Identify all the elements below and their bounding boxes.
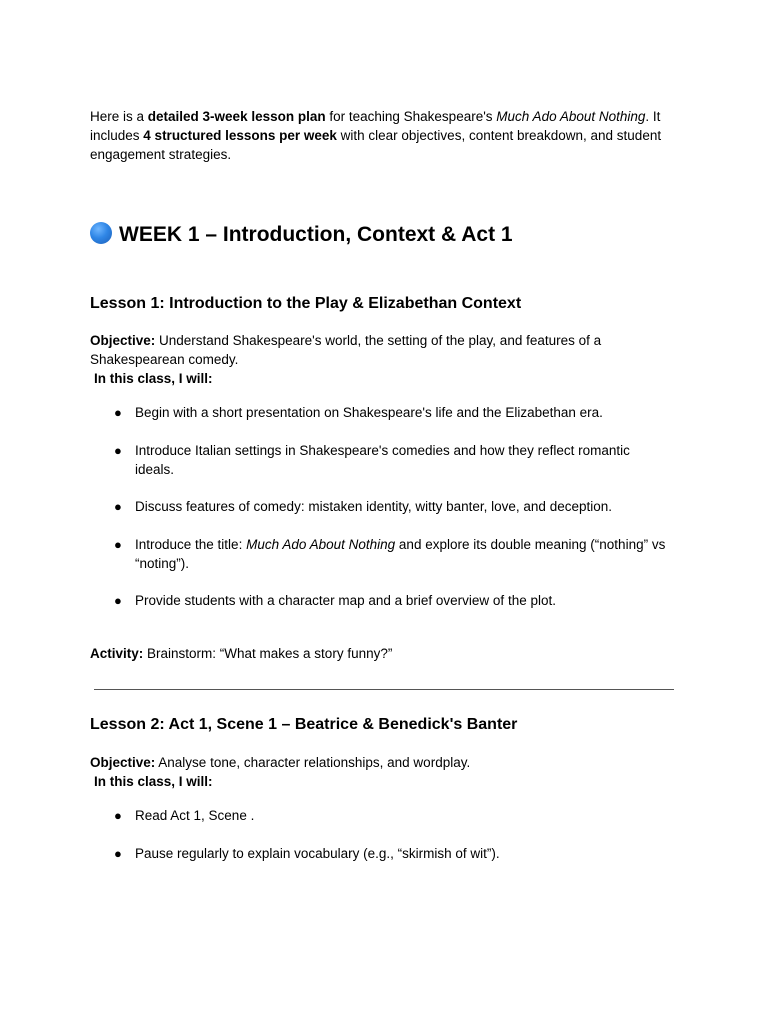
list-item — [90, 497, 680, 516]
lesson-plan-document — [90, 107, 680, 861]
bullet-icon: ● — [114, 593, 122, 608]
intro-text: Here is a — [90, 109, 148, 124]
objective-text: Analyse tone, character relationships, and wordplay. — [155, 755, 471, 770]
list-item — [90, 591, 680, 610]
list-item-text: Introduce Italian settings in Shakespeare's comedies and how they reflect romantic ideals. — [135, 443, 630, 477]
lesson-1-heading: Lesson 1: Introduction to the Play & Elizabethan Context — [90, 295, 522, 312]
week-1-heading — [90, 221, 513, 249]
list-item-text: Read Act 1, Scene . — [135, 808, 255, 823]
list-item-text: Discuss features of comedy: mistaken identity, witty banter, love, and deception. — [135, 499, 612, 514]
intro-bold-lessons: 4 structured lessons per week — [143, 128, 337, 143]
objective-text: Understand Shakespeare's world, the setting of the play, and features of a Shakespearean comedy. — [90, 333, 602, 367]
objective-label: Objective: — [90, 755, 156, 770]
play-title-italic: Much Ado About Nothing — [246, 537, 396, 552]
week-1-title: WEEK 1 – Introduction, Context & Act 1 — [119, 223, 513, 246]
objective-label: Objective: — [90, 333, 156, 348]
bullet-icon: ● — [114, 499, 122, 514]
section-divider — [94, 689, 674, 690]
intro-text: . It includes — [90, 109, 661, 143]
list-item-text: Provide students with a character map and a brief overview of the plot. — [135, 593, 556, 608]
intro-paragraph — [90, 107, 680, 164]
intro-bold-plan: detailed 3-week lesson plan — [147, 109, 326, 124]
list-item-text: Introduce the title: Much Ado About Nothing and explore its double meaning (“nothing” vs “noting”). — [135, 537, 666, 571]
list-item — [90, 844, 680, 863]
bullet-icon: ● — [114, 405, 122, 420]
activity-label: Activity: — [90, 646, 144, 661]
lesson-1-activity — [90, 644, 680, 663]
bullet-icon: ● — [114, 537, 122, 552]
list-item — [90, 403, 680, 422]
blue-circle-icon — [90, 222, 112, 244]
list-item — [90, 806, 680, 825]
intro-play-title: Much Ado About Nothing — [496, 109, 646, 124]
list-item — [90, 441, 680, 479]
intro-text: with clear objectives, content breakdown, and student engagement strategies. — [90, 128, 662, 162]
bullet-icon: ● — [114, 808, 122, 823]
list-item-text: Begin with a short presentation on Shakespeare's life and the Elizabethan era. — [135, 405, 603, 420]
in-this-class-label: In this class, I will: — [94, 774, 213, 789]
bullet-icon: ● — [114, 443, 122, 458]
bullet-icon: ● — [114, 846, 122, 861]
list-item-text: Pause regularly to explain vocabulary (e.g., “skirmish of wit”). — [135, 846, 500, 861]
in-this-class-label: In this class, I will: — [94, 371, 213, 386]
lesson-1-objective — [90, 331, 680, 388]
list-item — [90, 535, 680, 573]
intro-text: for teaching Shakespeare's — [325, 109, 497, 124]
activity-text: Brainstorm: “What makes a story funny?” — [143, 646, 393, 661]
lesson-2-heading: Lesson 2: Act 1, Scene 1 – Beatrice & Benedick's Banter — [90, 716, 518, 733]
lesson-2-objective — [90, 753, 680, 791]
